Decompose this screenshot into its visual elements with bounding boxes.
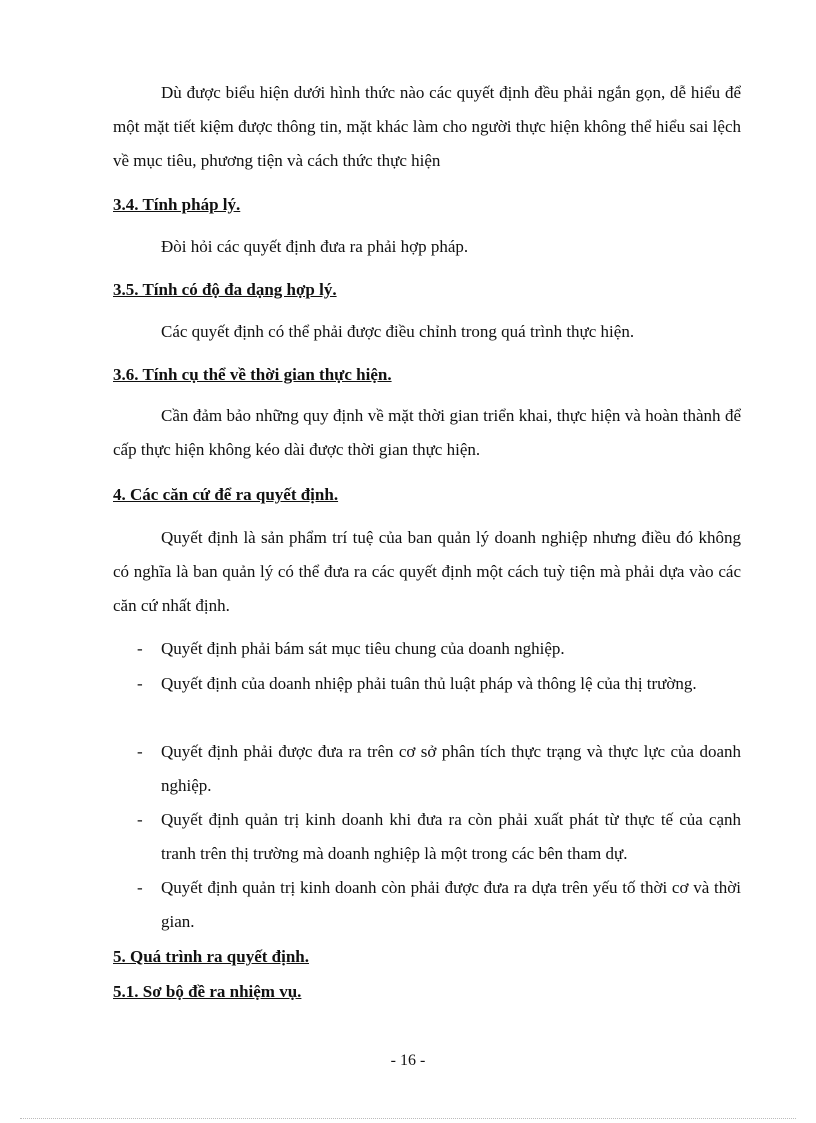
- heading-5: 5. Quá trình ra quyết định.: [113, 947, 310, 966]
- heading-3-4: 3.4. Tính pháp lý.: [113, 195, 241, 214]
- paragraph-3-6: Cần đảm bảo những quy định về mặt thời gian triển khai, thực hiện và hoàn thành để cấp thực hiện không kéo dài được thời gian thực hiện.: [113, 406, 741, 459]
- bullet-marker: -: [137, 674, 143, 693]
- list-item-text: Quyết định của doanh nhiệp phải tuân thủ luật pháp và thông lệ của thị trường.: [161, 674, 697, 693]
- paragraph-3-4: Đòi hỏi các quyết định đưa ra phải hợp pháp.: [161, 237, 469, 256]
- list-item: [113, 803, 741, 871]
- list-item-text: Quyết định phải bám sát mục tiêu chung của doanh nghiệp.: [161, 639, 565, 658]
- heading-5-1: 5.1. Sơ bộ đề ra nhiệm vụ.: [113, 982, 302, 1001]
- list-item-text: Quyết định phải được đưa ra trên cơ sở phân tích thực trạng và thực lực của doanh nghiệp.: [161, 742, 741, 795]
- bullet-marker: -: [137, 810, 143, 829]
- heading-3-5: 3.5. Tính có độ đa dạng hợp lý.: [113, 280, 337, 299]
- heading-4: 4. Các căn cứ để ra quyết định.: [113, 485, 339, 504]
- list-item: [113, 667, 741, 701]
- list-item: [113, 871, 741, 939]
- paragraph-4: Quyết định là sản phẩm trí tuệ của ban quản lý doanh nghiệp nhưng điều đó không có nghĩa là ban quản lý có thể đưa ra các quyết định một cách tuỳ tiện mà phải dựa vào các căn cứ nhất định.: [113, 528, 741, 615]
- paragraph-3-5: Các quyết định có thể phải được điều chỉnh trong quá trình thực hiện.: [161, 322, 635, 341]
- paragraph-intro: Dù được biểu hiện dưới hình thức nào các quyết định đều phải ngắn gọn, dễ hiểu để một mặt tiết kiệm được thông tin, mặt khác làm cho người thực hiện không thể hiểu sai lệch về mục tiêu, phương tiện và cách thức thực hiện: [113, 83, 741, 170]
- page-bottom-divider: [20, 1118, 796, 1119]
- list-item: [113, 735, 741, 803]
- page-number: - 16 -: [390, 1052, 426, 1069]
- heading-3-6: 3.6. Tính cụ thể về thời gian thực hiện.: [113, 365, 392, 384]
- bullet-marker: -: [137, 878, 143, 897]
- bullet-marker: -: [137, 742, 143, 761]
- list-item: [113, 632, 741, 666]
- bullet-marker: -: [137, 639, 143, 658]
- list-item-text: Quyết định quản trị kinh doanh còn phải được đưa ra dựa trên yếu tố thời cơ và thời gian.: [161, 878, 741, 931]
- list-item-text: Quyết định quản trị kinh doanh khi đưa ra còn phải xuất phát từ thực tế của cạnh tranh trên thị trường mà doanh nghiệp là một trong các bên tham dự.: [161, 810, 741, 863]
